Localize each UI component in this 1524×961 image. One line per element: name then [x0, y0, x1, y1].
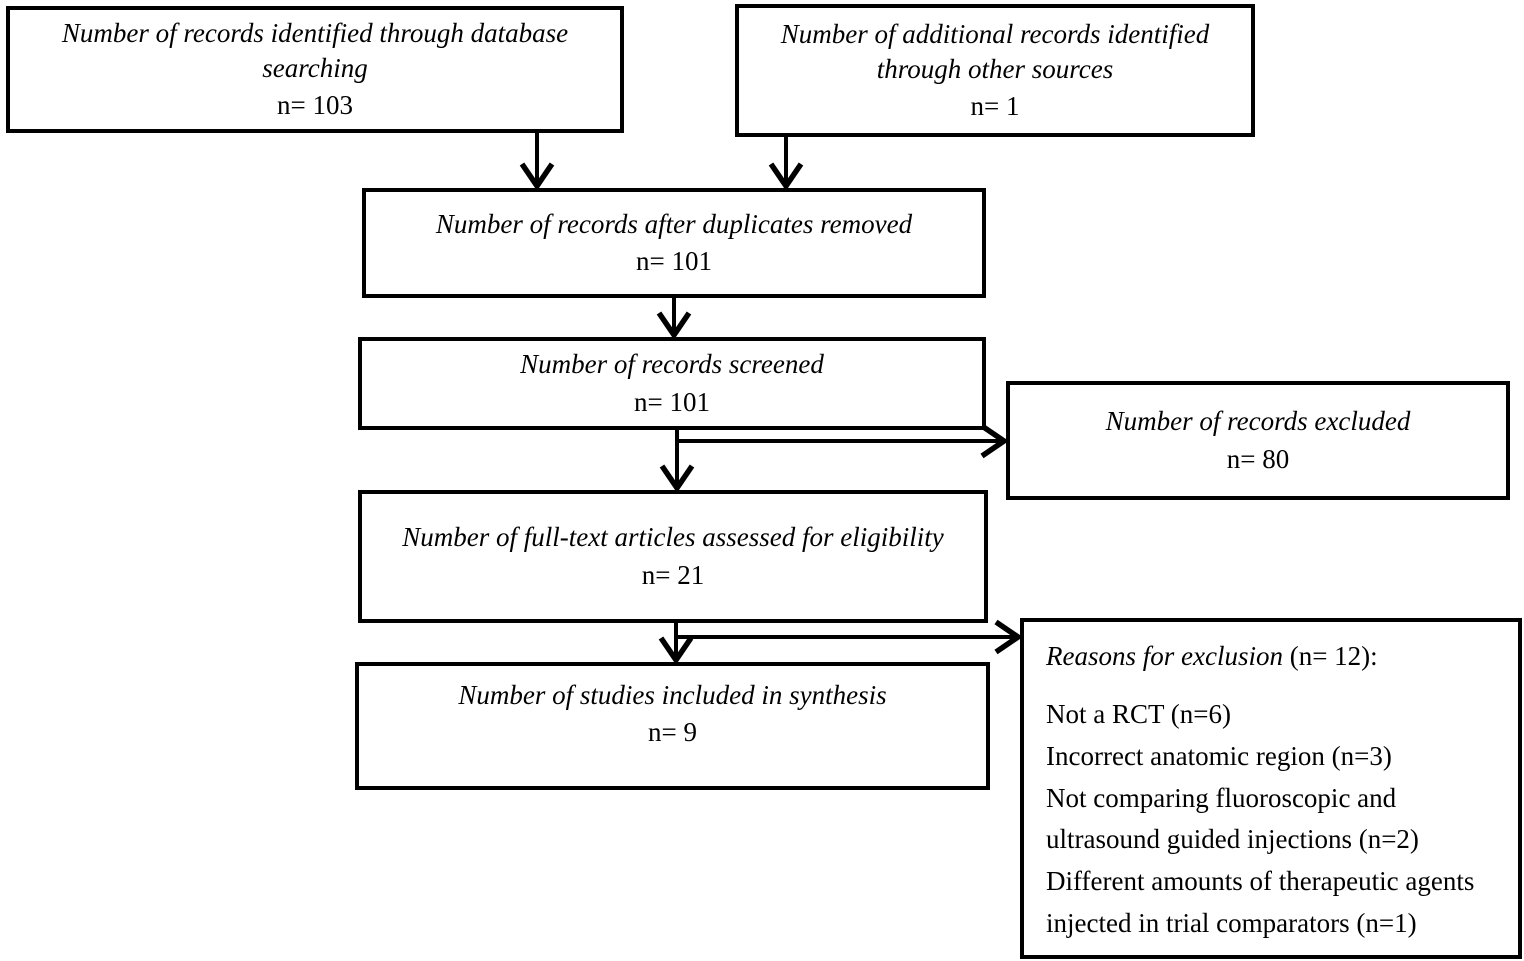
box-studies-included-synthesis-count: n= 9 — [648, 717, 697, 748]
arrow-fulltext-to-included-icon — [661, 623, 691, 660]
box-records-after-duplicates-removed-label: Number of records after duplicates removed — [435, 208, 913, 239]
arrow-db-to-duplicates-icon — [522, 133, 552, 186]
reason-item-not-comparing: Not comparing fluoroscopic and ultrasound guided injections (n=2) — [1046, 782, 1419, 855]
box-additional-records-other-sources-label: Number of additional records identified through other sources — [780, 18, 1210, 84]
box-records-after-duplicates-removed — [362, 188, 986, 298]
box-records-excluded-count: n= 80 — [1226, 443, 1290, 474]
box-reasons-for-exclusion — [1020, 618, 1522, 959]
arrow-screened-to-fulltext-icon — [662, 430, 692, 488]
box-records-after-duplicates-removed-count: n= 101 — [636, 246, 712, 276]
arrow-sources-to-duplicates-icon — [771, 137, 801, 186]
box-records-identified-database — [6, 6, 624, 133]
reasons-for-exclusion-title — [1046, 636, 1378, 678]
reasons-title-count-text: (n= 12): — [1282, 641, 1378, 671]
reason-item-not-rct: Not a RCT (n=6) — [1046, 698, 1231, 729]
box-records-screened-count: n= 101 — [634, 386, 710, 417]
box-studies-included-synthesis — [355, 662, 990, 790]
box-records-screened-label: Number of records screened — [520, 349, 824, 380]
arrow-screened-to-excluded-icon — [677, 426, 1004, 456]
box-records-identified-database-label: Number of records identified through database searching — [61, 17, 569, 83]
box-studies-included-synthesis-label: Number of studies included in synthesis — [458, 680, 887, 710]
box-fulltext-articles-assessed — [358, 490, 988, 623]
box-records-excluded — [1006, 381, 1510, 500]
box-records-screened — [358, 337, 986, 430]
box-fulltext-articles-assessed-count: n= 21 — [641, 559, 705, 590]
box-additional-records-other-sources-count: n= 1 — [970, 91, 1020, 122]
box-records-excluded-label: Number of records excluded — [1105, 406, 1411, 437]
box-fulltext-articles-assessed-label: Number of full-text articles assessed for eligibility — [402, 522, 944, 553]
reason-item-incorrect-region: Incorrect anatomic region (n=3) — [1046, 740, 1392, 771]
box-additional-records-other-sources — [735, 4, 1255, 137]
reason-item-different-amounts: Different amounts of therapeutic agents injected in trial comparators (n=1) — [1046, 866, 1475, 939]
reasons-title-italic-text: Reasons for exclusion — [1046, 641, 1283, 671]
box-records-identified-database-count: n= 103 — [277, 90, 353, 121]
arrow-duplicates-to-screened-icon — [659, 298, 689, 335]
arrow-fulltext-to-reasons-icon — [677, 622, 1018, 652]
